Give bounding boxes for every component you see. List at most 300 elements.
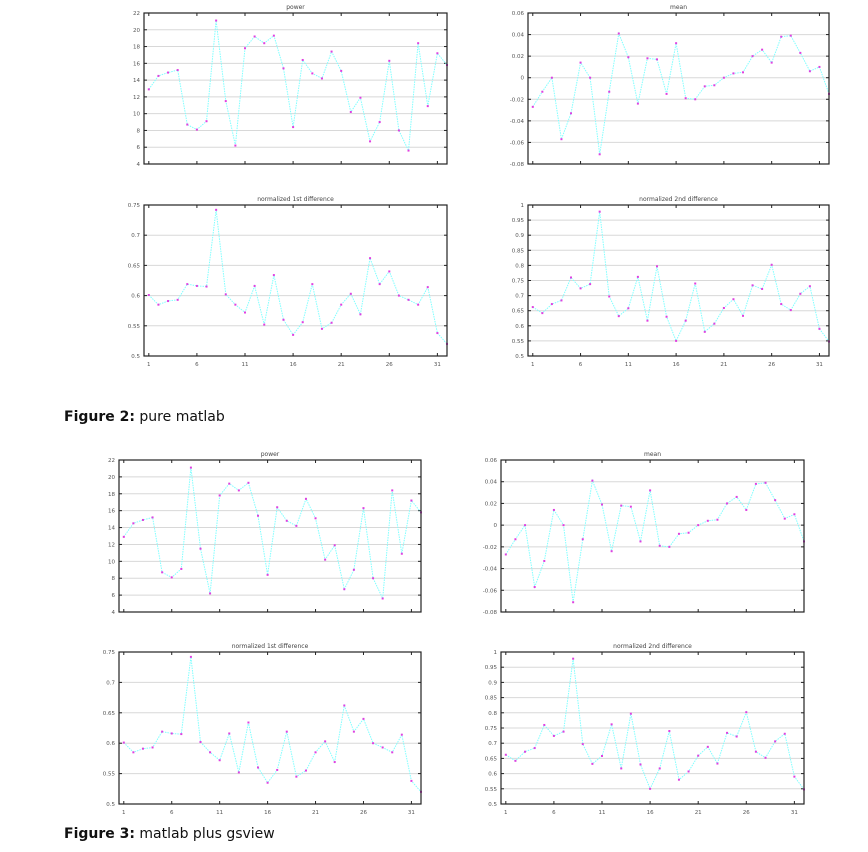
y-tick-label: 14 xyxy=(108,525,115,532)
y-tick-label: 0.02 xyxy=(511,54,524,61)
data-point-marker xyxy=(398,129,400,131)
data-point-marker xyxy=(369,140,371,142)
data-point-marker xyxy=(180,733,182,735)
x-tick-label: 1 xyxy=(122,810,126,816)
data-point-marker xyxy=(688,770,690,772)
data-point-marker xyxy=(639,540,641,542)
data-point-marker xyxy=(267,574,269,576)
series-line xyxy=(506,659,804,790)
y-tick-label: 0.65 xyxy=(102,710,115,717)
y-tick-label: 0.9 xyxy=(515,233,524,240)
data-point-marker xyxy=(215,20,217,22)
data-point-marker xyxy=(238,489,240,491)
chart-title: power xyxy=(286,4,305,11)
y-tick-label: 22 xyxy=(108,458,115,464)
y-tick-label: 12 xyxy=(133,94,140,101)
data-point-marker xyxy=(190,656,192,658)
data-point-marker xyxy=(123,742,125,744)
y-tick-label: 8 xyxy=(111,576,115,583)
data-point-marker xyxy=(541,312,543,314)
data-point-marker xyxy=(315,517,317,519)
x-tick-label: 1 xyxy=(504,810,508,816)
data-point-marker xyxy=(401,553,403,555)
series-line xyxy=(124,468,421,599)
data-point-marker xyxy=(171,576,173,578)
data-point-marker xyxy=(570,112,572,114)
data-point-marker xyxy=(799,52,801,54)
data-point-marker xyxy=(282,319,284,321)
data-point-marker xyxy=(219,759,221,761)
data-point-marker xyxy=(524,751,526,753)
data-point-marker xyxy=(688,532,690,534)
y-tick-label: 0.06 xyxy=(484,458,497,464)
data-point-marker xyxy=(282,67,284,69)
y-tick-label: 0.6 xyxy=(488,771,497,778)
data-point-marker xyxy=(315,751,317,753)
data-point-marker xyxy=(790,35,792,37)
series-line xyxy=(533,34,829,155)
x-tick-label: 16 xyxy=(646,810,654,816)
data-point-marker xyxy=(142,519,144,521)
x-tick-label: 11 xyxy=(241,362,249,368)
x-tick-label: 16 xyxy=(264,810,272,816)
data-point-marker xyxy=(267,782,269,784)
y-tick-label: 18 xyxy=(108,491,115,498)
y-tick-label: 0.02 xyxy=(484,501,497,508)
data-point-marker xyxy=(572,601,574,603)
y-tick-label: 0.75 xyxy=(127,203,140,209)
data-point-marker xyxy=(199,548,201,550)
data-point-marker xyxy=(505,754,507,756)
data-point-marker xyxy=(618,315,620,317)
data-point-marker xyxy=(745,711,747,713)
y-tick-label: 0.55 xyxy=(127,323,140,330)
data-point-marker xyxy=(608,91,610,93)
y-tick-label: 1 xyxy=(520,203,524,209)
data-point-marker xyxy=(254,285,256,287)
data-point-marker xyxy=(678,779,680,781)
data-point-marker xyxy=(570,276,572,278)
data-point-marker xyxy=(589,77,591,79)
data-point-marker xyxy=(514,760,516,762)
data-point-marker xyxy=(331,322,333,324)
data-point-marker xyxy=(668,546,670,548)
x-tick-label: 26 xyxy=(742,810,750,816)
data-point-marker xyxy=(534,747,536,749)
data-point-marker xyxy=(234,145,236,147)
data-point-marker xyxy=(391,489,393,491)
data-point-marker xyxy=(818,328,820,330)
data-point-marker xyxy=(620,767,622,769)
data-point-marker xyxy=(152,746,154,748)
data-point-marker xyxy=(292,334,294,336)
data-point-marker xyxy=(372,742,374,744)
chart-title: power xyxy=(260,451,280,458)
x-tick-label: 31 xyxy=(433,362,441,368)
data-point-marker xyxy=(697,755,699,757)
data-point-marker xyxy=(752,55,754,57)
data-point-marker xyxy=(543,560,545,562)
y-tick-label: 4 xyxy=(111,610,115,616)
y-tick-label: 0.65 xyxy=(127,263,140,270)
data-point-marker xyxy=(132,751,134,753)
data-point-marker xyxy=(809,285,811,287)
y-tick-label: 0.6 xyxy=(131,293,140,300)
chart-fig2-diff1 xyxy=(128,196,448,368)
y-tick-label: -0.08 xyxy=(482,610,497,616)
y-tick-label: 0.85 xyxy=(511,248,524,255)
data-point-marker xyxy=(209,592,211,594)
data-point-marker xyxy=(372,577,374,579)
y-tick-label: 0.7 xyxy=(488,741,497,748)
data-point-marker xyxy=(436,332,438,334)
data-point-marker xyxy=(234,304,236,306)
y-tick-label: 0.7 xyxy=(515,293,524,300)
data-point-marker xyxy=(742,71,744,73)
data-point-marker xyxy=(627,307,629,309)
series-line xyxy=(506,481,804,603)
data-point-marker xyxy=(321,328,323,330)
data-point-marker xyxy=(350,293,352,295)
data-point-marker xyxy=(532,106,534,108)
data-point-marker xyxy=(668,730,670,732)
y-tick-label: -0.02 xyxy=(509,97,524,104)
x-tick-label: 6 xyxy=(195,362,199,368)
axes-frame xyxy=(528,13,829,164)
x-tick-label: 6 xyxy=(578,362,583,368)
y-tick-label: 0.7 xyxy=(131,233,140,240)
chart-title: normalized 1st difference xyxy=(231,643,309,650)
y-tick-label: 20 xyxy=(108,474,115,481)
data-point-marker xyxy=(666,93,668,95)
data-point-marker xyxy=(685,320,687,322)
y-tick-label: 0.8 xyxy=(488,710,497,717)
data-point-marker xyxy=(560,299,562,301)
y-tick-label: -0.04 xyxy=(482,566,497,573)
y-tick-label: 0.5 xyxy=(515,354,524,360)
data-point-marker xyxy=(649,489,651,491)
data-point-marker xyxy=(350,111,352,113)
data-point-marker xyxy=(601,755,603,757)
axes-frame xyxy=(144,13,447,164)
data-point-marker xyxy=(649,788,651,790)
data-point-marker xyxy=(324,559,326,561)
data-point-marker xyxy=(362,718,364,720)
chart-fig2-power xyxy=(133,4,448,168)
chart-title: normalized 2nd difference xyxy=(639,196,718,203)
figure-2-label: Figure 2: xyxy=(64,409,135,425)
data-point-marker xyxy=(630,713,632,715)
data-point-marker xyxy=(765,482,767,484)
y-tick-label: -0.04 xyxy=(509,118,524,125)
data-point-marker xyxy=(417,42,419,44)
series-line xyxy=(124,657,421,792)
data-point-marker xyxy=(716,763,718,765)
data-point-marker xyxy=(541,91,543,93)
data-point-marker xyxy=(417,304,419,306)
data-point-marker xyxy=(761,49,763,51)
data-point-marker xyxy=(359,313,361,315)
data-point-marker xyxy=(410,500,412,502)
data-point-marker xyxy=(818,66,820,68)
data-point-marker xyxy=(302,59,304,61)
x-tick-label: 21 xyxy=(337,362,345,368)
data-point-marker xyxy=(723,307,725,309)
data-point-marker xyxy=(157,304,159,306)
y-tick-label: 0.65 xyxy=(511,308,524,315)
data-point-marker xyxy=(726,502,728,504)
data-point-marker xyxy=(784,733,786,735)
data-point-marker xyxy=(713,323,715,325)
x-tick-label: 21 xyxy=(312,810,320,816)
data-point-marker xyxy=(580,287,582,289)
data-point-marker xyxy=(774,740,776,742)
data-point-marker xyxy=(343,588,345,590)
y-tick-label: 0.06 xyxy=(511,11,524,17)
data-point-marker xyxy=(334,544,336,546)
data-point-marker xyxy=(704,85,706,87)
data-point-marker xyxy=(732,72,734,74)
y-tick-label: 18 xyxy=(133,44,140,51)
data-point-marker xyxy=(582,538,584,540)
data-point-marker xyxy=(780,36,782,38)
data-point-marker xyxy=(244,47,246,49)
data-point-marker xyxy=(196,285,198,287)
data-point-marker xyxy=(659,545,661,547)
data-point-marker xyxy=(656,58,658,60)
x-tick-label: 1 xyxy=(531,362,535,368)
data-point-marker xyxy=(161,571,163,573)
axes-frame xyxy=(144,205,447,356)
data-point-marker xyxy=(572,658,574,660)
data-point-marker xyxy=(627,56,629,58)
y-tick-label: 6 xyxy=(136,145,140,152)
data-point-marker xyxy=(694,98,696,100)
y-tick-label: 22 xyxy=(133,11,140,17)
y-tick-label: 0.04 xyxy=(484,479,497,486)
y-tick-label: 0.5 xyxy=(131,354,140,360)
data-point-marker xyxy=(321,77,323,79)
data-point-marker xyxy=(589,283,591,285)
data-point-marker xyxy=(362,507,364,509)
data-point-marker xyxy=(292,126,294,128)
data-point-marker xyxy=(716,519,718,521)
y-tick-label: 0.5 xyxy=(106,802,115,808)
data-point-marker xyxy=(305,770,307,772)
data-point-marker xyxy=(532,306,534,308)
data-point-marker xyxy=(560,138,562,140)
figure-3-caption xyxy=(64,826,275,842)
data-point-marker xyxy=(334,761,336,763)
data-point-marker xyxy=(637,276,639,278)
data-point-marker xyxy=(382,597,384,599)
y-tick-label: 0.5 xyxy=(488,802,497,808)
data-point-marker xyxy=(257,767,259,769)
y-tick-label: 0 xyxy=(493,523,497,530)
chart-title: normalized 1st difference xyxy=(257,196,334,203)
chart-fig3-mean xyxy=(483,451,805,616)
data-point-marker xyxy=(247,722,249,724)
y-tick-label: 0.9 xyxy=(488,680,497,687)
series-line xyxy=(533,212,829,342)
data-point-marker xyxy=(302,321,304,323)
data-point-marker xyxy=(408,299,410,301)
data-point-marker xyxy=(611,550,613,552)
data-point-marker xyxy=(199,741,201,743)
data-point-marker xyxy=(263,324,265,326)
data-point-marker xyxy=(745,509,747,511)
y-tick-label: 20 xyxy=(133,27,140,34)
y-tick-label: 0.75 xyxy=(511,278,524,285)
data-point-marker xyxy=(620,505,622,507)
y-tick-label: 16 xyxy=(133,61,140,68)
data-point-marker xyxy=(132,522,134,524)
data-point-marker xyxy=(331,51,333,53)
figure-3-label: Figure 3: xyxy=(64,826,135,842)
data-point-marker xyxy=(273,35,275,37)
y-tick-label: -0.06 xyxy=(509,140,524,147)
data-point-marker xyxy=(225,293,227,295)
data-point-marker xyxy=(659,767,661,769)
data-point-marker xyxy=(142,748,144,750)
data-point-marker xyxy=(436,52,438,54)
x-tick-label: 31 xyxy=(407,810,415,816)
data-point-marker xyxy=(427,286,429,288)
data-point-marker xyxy=(391,751,393,753)
data-point-marker xyxy=(401,734,403,736)
data-point-marker xyxy=(563,524,565,526)
x-tick-label: 21 xyxy=(694,810,702,816)
y-tick-label: 10 xyxy=(133,111,140,118)
y-tick-label: 12 xyxy=(108,542,115,549)
data-point-marker xyxy=(148,294,150,296)
data-point-marker xyxy=(752,284,754,286)
data-point-marker xyxy=(755,483,757,485)
data-point-marker xyxy=(543,724,545,726)
figure-2-text: pure matlab xyxy=(139,409,225,425)
data-point-marker xyxy=(206,120,208,122)
y-tick-label: -0.08 xyxy=(509,162,524,168)
y-tick-label: 10 xyxy=(108,559,115,566)
data-point-marker xyxy=(765,757,767,759)
data-point-marker xyxy=(656,265,658,267)
chart-title: mean xyxy=(643,451,662,458)
data-point-marker xyxy=(742,315,744,317)
x-tick-label: 1 xyxy=(147,362,151,368)
data-point-marker xyxy=(148,88,150,90)
chart-title: normalized 2nd difference xyxy=(613,643,692,650)
data-point-marker xyxy=(675,340,677,342)
data-point-marker xyxy=(410,780,412,782)
data-point-marker xyxy=(666,316,668,318)
data-point-marker xyxy=(707,746,709,748)
axes-frame xyxy=(119,652,421,804)
x-tick-label: 6 xyxy=(169,810,174,816)
data-point-marker xyxy=(675,42,677,44)
data-point-marker xyxy=(591,480,593,482)
data-point-marker xyxy=(219,494,221,496)
y-tick-label: -0.06 xyxy=(482,588,497,595)
data-point-marker xyxy=(780,303,782,305)
data-point-marker xyxy=(228,732,230,734)
data-point-marker xyxy=(732,298,734,300)
data-point-marker xyxy=(505,553,507,555)
data-point-marker xyxy=(157,75,159,77)
x-tick-label: 31 xyxy=(815,362,823,368)
data-point-marker xyxy=(591,763,593,765)
x-tick-label: 31 xyxy=(790,810,798,816)
chart-fig3-diff1 xyxy=(103,643,422,816)
y-tick-label: -0.02 xyxy=(482,544,497,551)
y-tick-label: 0.6 xyxy=(515,323,524,330)
data-point-marker xyxy=(553,509,555,511)
data-point-marker xyxy=(388,60,390,62)
data-point-marker xyxy=(324,740,326,742)
data-point-marker xyxy=(678,533,680,535)
chart-fig2-mean xyxy=(510,4,830,168)
data-point-marker xyxy=(238,771,240,773)
data-point-marker xyxy=(343,705,345,707)
x-tick-label: 11 xyxy=(216,810,224,816)
data-point-marker xyxy=(599,153,601,155)
data-point-marker xyxy=(551,303,553,305)
data-point-marker xyxy=(563,731,565,733)
x-tick-label: 16 xyxy=(289,362,297,368)
axes-frame xyxy=(501,460,804,612)
y-tick-label: 0.04 xyxy=(511,32,524,39)
data-point-marker xyxy=(774,499,776,501)
data-point-marker xyxy=(704,331,706,333)
figure-3-text: matlab plus gsview xyxy=(139,826,275,842)
data-point-marker xyxy=(311,72,313,74)
data-point-marker xyxy=(697,524,699,526)
data-point-marker xyxy=(257,515,259,517)
y-tick-label: 0.75 xyxy=(102,650,115,656)
data-point-marker xyxy=(340,70,342,72)
data-point-marker xyxy=(263,42,265,44)
data-point-marker xyxy=(707,520,709,522)
data-point-marker xyxy=(534,586,536,588)
y-tick-label: 14 xyxy=(133,78,140,85)
data-point-marker xyxy=(427,105,429,107)
data-point-marker xyxy=(196,129,198,131)
data-point-marker xyxy=(359,97,361,99)
y-tick-label: 0.75 xyxy=(484,726,497,732)
data-point-marker xyxy=(551,77,553,79)
data-point-marker xyxy=(771,264,773,266)
data-point-marker xyxy=(608,296,610,298)
data-point-marker xyxy=(553,735,555,737)
data-point-marker xyxy=(273,274,275,276)
data-point-marker xyxy=(736,496,738,498)
x-tick-label: 26 xyxy=(768,362,776,368)
x-tick-label: 11 xyxy=(598,810,606,816)
data-point-marker xyxy=(646,320,648,322)
y-tick-label: 6 xyxy=(111,593,115,600)
y-tick-label: 0.8 xyxy=(515,263,524,270)
data-point-marker xyxy=(305,498,307,500)
y-tick-label: 0.65 xyxy=(484,756,497,763)
axes-frame xyxy=(119,460,421,612)
series-line xyxy=(149,210,447,344)
data-point-marker xyxy=(152,516,154,518)
data-point-marker xyxy=(694,283,696,285)
y-tick-label: 0.7 xyxy=(106,680,115,687)
data-point-marker xyxy=(206,286,208,288)
x-tick-label: 26 xyxy=(359,810,367,816)
data-point-marker xyxy=(685,97,687,99)
y-tick-label: 8 xyxy=(136,128,140,135)
